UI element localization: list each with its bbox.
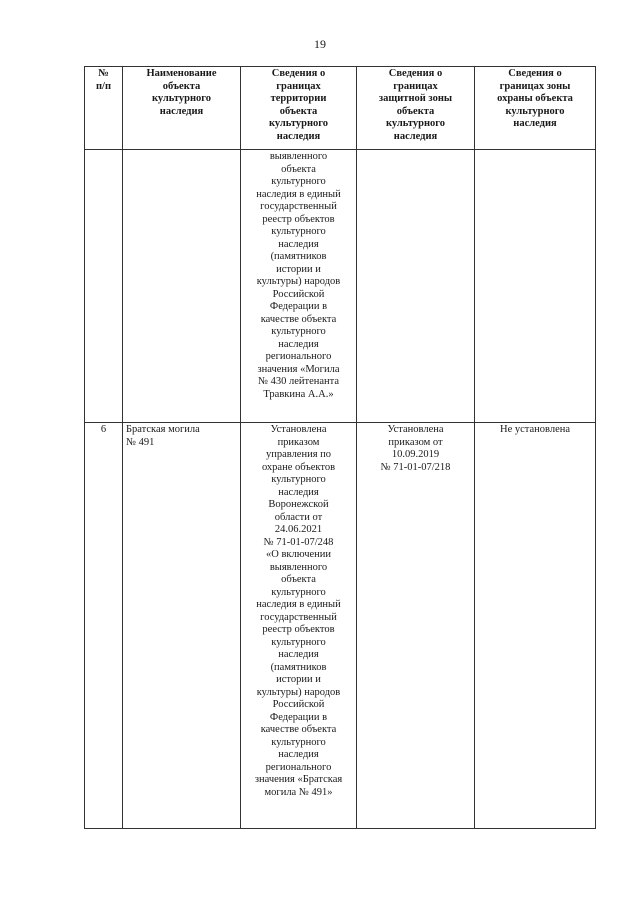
cell-text-line: Сведения о	[271, 68, 326, 79]
cell-text-line: объекта	[279, 105, 318, 117]
cell-security-zone	[475, 423, 596, 829]
header-num	[85, 67, 123, 150]
cell-text-line: наследия	[278, 649, 319, 660]
cell-text-line: наследия	[513, 118, 557, 129]
cell-text-line: реестр объектов	[262, 213, 335, 225]
cell-text-line: № 491	[126, 436, 155, 448]
cell-text-line: границах зоны	[499, 80, 571, 92]
cell-text-line: наследия	[278, 338, 319, 350]
cell-num: 6	[85, 423, 123, 829]
cell-territory	[241, 150, 357, 423]
cell-text-line: п/п	[95, 80, 112, 92]
cell-text-line: (памятников	[270, 251, 327, 262]
cell-text-line: наследия в единый	[256, 188, 341, 200]
cell-text-line: наследия	[159, 105, 204, 117]
cell-text-line: государственный	[260, 201, 337, 212]
cell-text-line: № 71-01-07/218	[380, 461, 451, 473]
cell-text-line: реестр объектов	[262, 624, 335, 635]
cell-text-line: Российской	[272, 288, 325, 300]
cell-text-line: объекта	[162, 80, 201, 92]
cell-text-line: регионального	[265, 761, 332, 773]
cell-text-line: государственный	[260, 611, 337, 623]
cell-text-line: границах	[393, 80, 438, 92]
header-territory	[241, 67, 357, 150]
cell-text-line: охране объектов	[261, 461, 336, 473]
table-header-row	[85, 67, 596, 150]
cell-text-line: Травкина А.А.»	[263, 388, 334, 400]
cell-text-line: наследия	[393, 130, 438, 142]
cell-text-line: наследия	[276, 130, 321, 142]
cell-text-line: (памятников	[270, 661, 327, 673]
cell-text-line: культурного	[271, 474, 326, 485]
cell-text-line: Российской	[272, 699, 325, 710]
cell-text-line: 24.06.2021	[274, 524, 323, 535]
header-security-zone	[475, 67, 596, 150]
cell-text-line: наследия в единый	[256, 599, 341, 610]
cell-text-line: Сведения о	[508, 68, 562, 79]
cell-text-line: Установлена	[270, 424, 327, 435]
cell-text-line: культурного	[271, 736, 326, 748]
cell-text-line: «О включении	[266, 549, 331, 560]
cell-text-line: № 71-01-07/248	[263, 536, 334, 548]
cell-text-line: наследия	[278, 238, 319, 250]
cell-text-line: культурного	[271, 636, 326, 648]
table-row	[85, 150, 596, 423]
cell-text-line: наследия	[278, 486, 319, 498]
cell-text-line: значения «Братская	[254, 774, 343, 785]
cell-text-line: культуры) народов	[256, 276, 341, 287]
cell-text-line: качестве объекта	[260, 724, 337, 735]
cell-text-line: культурного	[271, 326, 326, 337]
cell-text-line: наследия	[278, 749, 319, 760]
cell-text-line: культурного	[268, 118, 329, 129]
cell-text-line: защитной зоны	[378, 93, 453, 104]
cell-text-line: культурного	[151, 93, 212, 104]
header-name	[123, 67, 241, 150]
cell-text-line: области от	[274, 511, 323, 523]
cell-text-line: Установлена	[387, 424, 444, 435]
cell-text-line: границах	[276, 80, 321, 92]
cell-text-line: могила № 491»	[264, 786, 333, 798]
cell-text-line: Сведения о	[388, 68, 443, 79]
table-row	[85, 423, 596, 829]
cell-text-line: № 430 лейтенанта	[257, 376, 340, 387]
cell-text-line: территории	[270, 93, 327, 104]
header-protection-zone	[357, 67, 475, 150]
cell-text-line: культурного	[271, 586, 326, 598]
cell-text-line: охраны объекта	[497, 93, 573, 104]
heritage-objects-table	[84, 66, 596, 829]
cell-text-line: объекта	[281, 163, 316, 175]
cell-text-line: Наименование	[146, 68, 217, 79]
cell-text-line: выявленного	[269, 561, 328, 573]
cell-name	[123, 423, 241, 829]
cell-text-line: приказом от	[388, 436, 443, 448]
cell-text-line: культурного	[385, 118, 446, 129]
cell-text-line: 10.09.2019	[391, 449, 440, 460]
cell-text-line: приказом	[277, 436, 320, 448]
cell-text-line: культурного	[271, 226, 326, 237]
cell-text-line: Федерации в	[269, 301, 328, 312]
cell-protection-zone	[357, 423, 475, 829]
cell-text-line: управления по	[265, 449, 332, 460]
cell-text-line: Федерации в	[269, 711, 328, 723]
cell-security-zone	[475, 150, 596, 423]
cell-text-line: истории и	[276, 263, 321, 275]
cell-text-line: объекта	[396, 105, 435, 117]
cell-text-line: качестве объекта	[260, 313, 337, 325]
cell-text-line: объекта	[281, 574, 316, 585]
cell-text-line: Не установлена	[499, 424, 571, 435]
cell-text-line: культурного	[271, 176, 326, 187]
cell-text-line: выявленного	[269, 151, 328, 162]
cell-territory	[241, 423, 357, 829]
cell-text-line: истории и	[276, 674, 321, 685]
cell-protection-zone	[357, 150, 475, 423]
cell-text-line: регионального	[265, 351, 332, 362]
page-number: 19	[314, 37, 326, 51]
cell-name	[123, 150, 241, 423]
cell-text-line: культуры) народов	[256, 686, 341, 698]
cell-text-line: Воронежской	[268, 499, 329, 510]
cell-num	[85, 150, 123, 423]
cell-text-line: значения «Могила	[257, 363, 340, 375]
cell-text-line: №	[98, 68, 109, 79]
cell-text-line: культурного	[505, 105, 565, 117]
cell-text-line: Братская могила	[126, 424, 200, 435]
